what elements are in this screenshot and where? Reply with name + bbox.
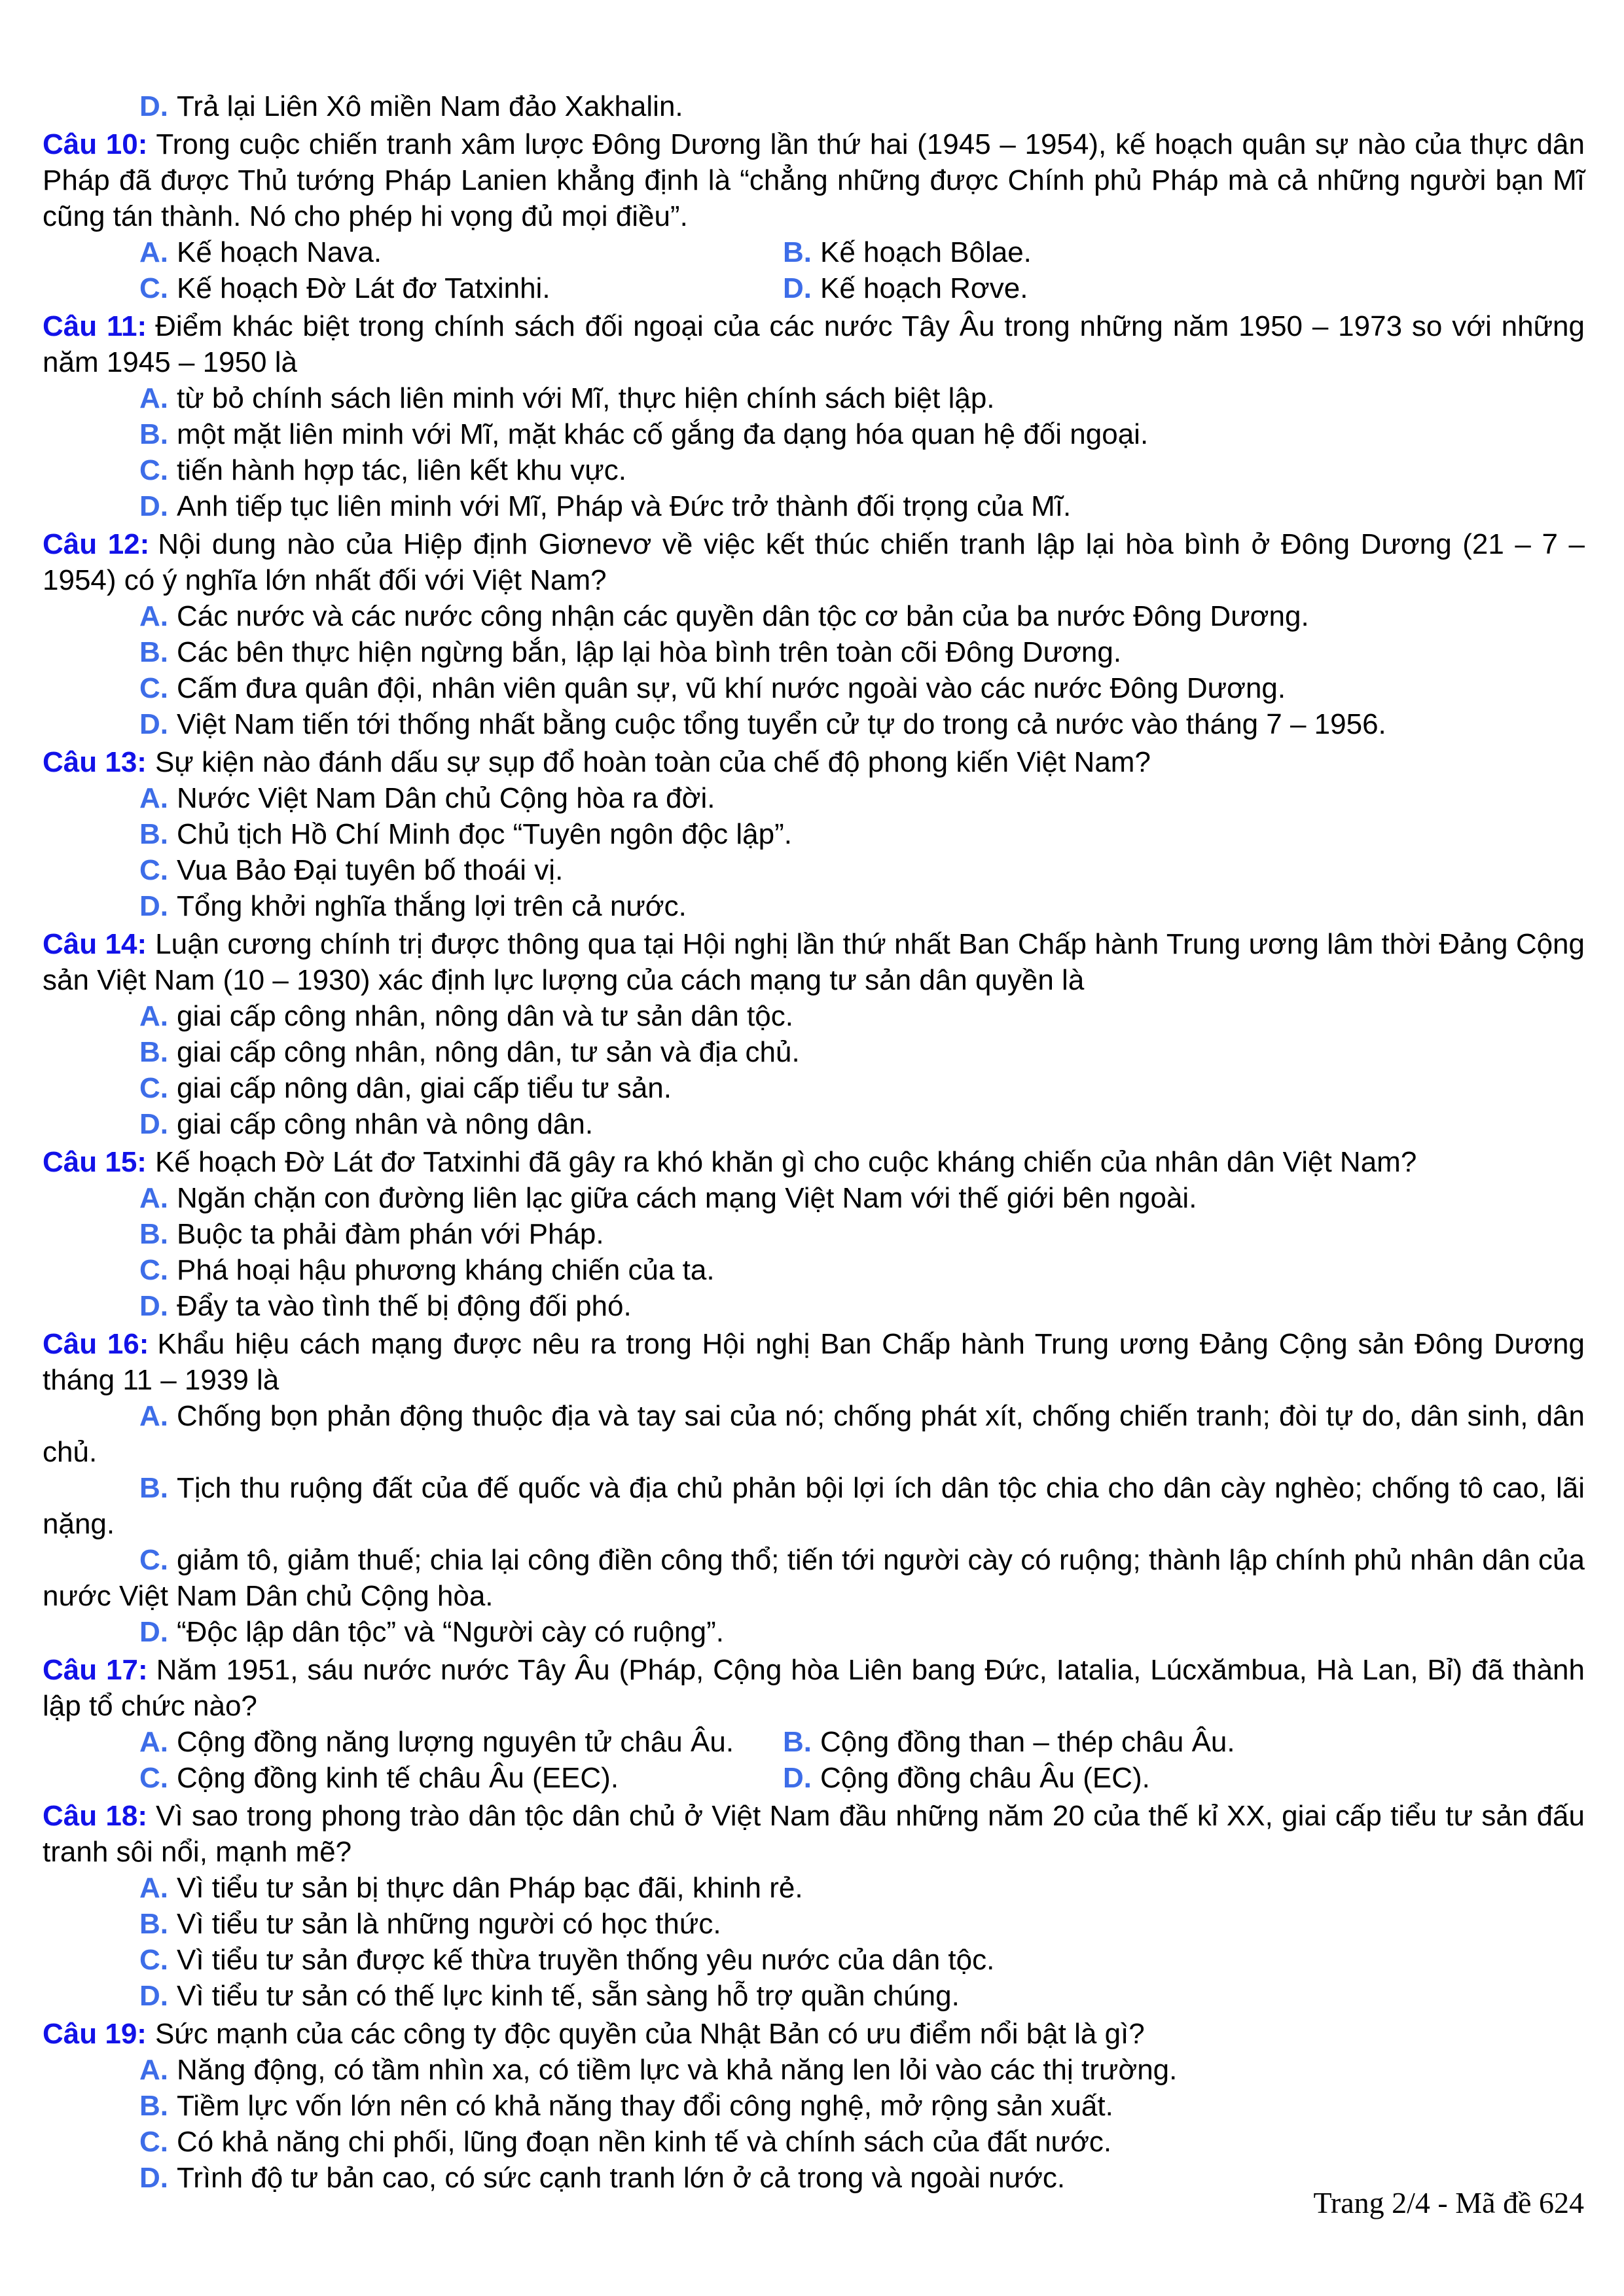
option-b [43,1216,1585,1252]
option-letter: A. [139,236,168,268]
option-letter: B. [783,1726,812,1758]
option-text: Ngăn chặn con đường liên lạc giữa cách mạng Việt Nam với thế giới bên ngoài. [177,1182,1197,1214]
option-b [783,1724,1585,1760]
option-letter: B. [139,1472,168,1504]
option-a [43,234,783,270]
option-letter: A. [139,782,168,814]
option-letter: B. [139,2090,168,2122]
option-d [43,706,1585,742]
option-text: giai cấp công nhân, nông dân, tư sản và địa chủ. [177,1036,800,1068]
option-text: tiến hành hợp tác, liên kết khu vực. [177,454,626,486]
option-text: Kế hoạch Nava. [177,236,382,268]
question-body: Sức mạnh của các công ty độc quyền của Nhật Bản có ưu điểm nổi bật là gì? [154,2018,1145,2050]
question-label: Câu 12: [43,528,150,560]
question-block [43,308,1585,524]
option-b [43,816,1585,852]
option-d [43,1106,1585,1142]
question-block [43,526,1585,742]
option-text: Vì tiểu tư sản có thế lực kinh tế, sẵn sàng hỗ trợ quần chúng. [177,1980,960,2012]
option-letter: B. [139,1218,168,1250]
question-block [43,2016,1585,2196]
option-d [43,488,1585,524]
option-a [43,998,1585,1034]
question-body: Khẩu hiệu cách mạng được nêu ra trong Hội nghị Ban Chấp hành Trung ương Đảng Cộng sản Đông Dương tháng 11 – 1939 là [43,1328,1585,1396]
option-a [43,598,1585,634]
option-c [43,1252,1585,1288]
option-d [43,1978,1585,2014]
option-c [43,1760,783,1796]
option-row [43,1760,1585,1796]
option-b [783,234,1585,270]
option-letter: C. [139,1762,168,1794]
option-letter: D. [783,272,812,304]
option-text: Cấm đưa quân đội, nhân viên quân sự, vũ khí nước ngoài vào các nước Đông Dương. [177,672,1286,704]
option-text: Phá hoại hậu phương kháng chiến của ta. [177,1254,715,1286]
question-block [43,126,1585,306]
question-text [43,526,1585,598]
question-text [43,926,1585,998]
option-b [43,416,1585,452]
option-text: Cộng đồng than – thép châu Âu. [820,1726,1235,1758]
question-text [43,1798,1585,1870]
option-a [43,1180,1585,1216]
question-text [43,744,1585,780]
question-block [43,744,1585,924]
option-text: từ bỏ chính sách liên minh với Mĩ, thực hiện chính sách biệt lập. [177,382,995,414]
option-row [43,270,1585,306]
option-text: Nước Việt Nam Dân chủ Cộng hòa ra đời. [177,782,715,814]
option-letter: C. [139,1254,168,1286]
question-body: Luận cương chính trị được thông qua tại Hội nghị lần thứ nhất Ban Chấp hành Trung ương lâm thời Đảng Cộng sản Việt Nam (10 – 1930) xác định lực lượng của cách mạng tư sản dân quyền là [43,928,1585,996]
option-c [43,1942,1585,1978]
option-text: giảm tô, giảm thuế; chia lại công điền công thổ; tiến tới người cày có ruộng; thành lập chính phủ nhân dân của nước Việt Nam Dân chủ Cộng hòa. [43,1544,1585,1612]
option-c [43,452,1585,488]
option-text: Việt Nam tiến tới thống nhất bằng cuộc tổng tuyển cử tự do trong cả nước vào tháng 7 – 1956. [177,708,1386,740]
question-text [43,1652,1585,1724]
option-letter: C. [139,454,168,486]
option-text: Cộng đồng kinh tế châu Âu (EEC). [177,1762,619,1794]
question-block [43,1326,1585,1650]
option-text: Tổng khởi nghĩa thắng lợi trên cả nước. [177,890,687,922]
question-body: Sự kiện nào đánh dấu sự sụp đổ hoàn toàn của chế độ phong kiến Việt Nam? [154,746,1151,778]
question-label: Câu 15: [43,1146,147,1178]
option-c [43,2124,1585,2160]
option-b [43,1470,1585,1542]
option-a [43,380,1585,416]
question-label: Câu 18: [43,1800,148,1832]
option-d [43,888,1585,924]
question-label: Câu 17: [43,1654,148,1686]
option-b [43,2088,1585,2124]
option-text: Anh tiếp tục liên minh với Mĩ, Pháp và Đức trở thành đối trọng của Mĩ. [177,490,1072,522]
option-text: Kế hoạch Rơve. [820,272,1028,304]
option-text: giai cấp công nhân và nông dân. [177,1108,594,1140]
option-letter: A. [139,1872,168,1904]
option-a [43,1870,1585,1906]
option-letter: C. [139,1544,168,1576]
question-block [43,1798,1585,2014]
question-text [43,1144,1585,1180]
option-text: Vua Bảo Đại tuyên bố thoái vị. [177,854,564,886]
option-letter: B. [139,818,168,850]
option-text: Vì tiểu tư sản được kế thừa truyền thống yêu nước của dân tộc. [177,1944,995,1976]
option-c [43,670,1585,706]
question-label: Câu 16: [43,1328,149,1360]
option-text: Năng động, có tầm nhìn xa, có tiềm lực và khả năng len lỏi vào các thị trường. [177,2054,1178,2086]
question-text [43,126,1585,234]
option-letter: B. [139,418,168,450]
option-text: Các bên thực hiện ngừng bắn, lập lại hòa bình trên toàn cõi Đông Dương. [177,636,1122,668]
option-c [43,1070,1585,1106]
option-letter: D. [139,1108,168,1140]
question-body: Năm 1951, sáu nước nước Tây Âu (Pháp, Cộng hòa Liên bang Đức, Iatalia, Lúcxămbua, Hà Lan, Bỉ) đã thành lập tổ chức nào? [43,1654,1585,1722]
option-text: Cộng đồng châu Âu (EC). [820,1762,1150,1794]
option-text: “Độc lập dân tộc” và “Người cày có ruộng”. [177,1616,724,1648]
option-text: Chống bọn phản động thuộc địa và tay sai của nó; chống phát xít, chống chiến tranh; đòi tự do, dân sinh, dân chủ. [43,1400,1585,1468]
question-body: Vì sao trong phong trào dân tộc dân chủ ở Việt Nam đầu những năm 20 của thế kỉ XX, giai cấp tiểu tư sản đấu tranh sôi nổi, mạnh mẽ? [43,1800,1585,1868]
option-text: Vì tiểu tư sản là những người có học thức. [177,1908,721,1940]
option-letter: C. [139,672,168,704]
question-label: Câu 11: [43,310,147,342]
previous-question-option-d [43,88,1585,124]
option-letter: D. [139,1290,168,1322]
option-text: giai cấp công nhân, nông dân và tư sản dân tộc. [177,1000,793,1032]
option-d [783,270,1585,306]
option-a [43,780,1585,816]
option-text: Tịch thu ruộng đất của đế quốc và địa chủ phản bội lợi ích dân tộc chia cho dân cày nghèo; chống tô cao, lãi nặng. [43,1472,1585,1540]
option-letter: D. [139,490,168,522]
question-text [43,308,1585,380]
question-body: Điểm khác biệt trong chính sách đối ngoại của các nước Tây Âu trong những năm 1950 – 1973 so với những năm 1945 – 1950 là [43,310,1585,378]
page-footer: Trang 2/4 - Mã đề 624 [1313,2186,1584,2219]
option-text: Có khả năng chi phối, lũng đoạn nền kinh tế và chính sách của đất nước. [177,2126,1112,2158]
questions [43,126,1585,2196]
option-letter: B. [139,1908,168,1940]
question-label: Câu 13: [43,746,147,778]
option-letter: D. [139,708,168,740]
option-text: Tiềm lực vốn lớn nên có khả năng thay đổi công nghệ, mở rộng sản xuất. [177,2090,1113,2122]
question-label: Câu 10: [43,128,148,160]
option-text: Các nước và các nước công nhận các quyền dân tộc cơ bản của ba nước Đông Dương. [177,600,1309,632]
option-c [43,270,783,306]
question-text [43,2016,1585,2052]
option-text: Buộc ta phải đàm phán với Pháp. [177,1218,604,1250]
option-c [43,1542,1585,1614]
option-letter: A. [139,600,168,632]
option-letter: A. [139,1182,168,1214]
option-d [43,1288,1585,1324]
question-text [43,1326,1585,1398]
option-text: Vì tiểu tư sản bị thực dân Pháp bạc đãi, khinh rẻ. [177,1872,803,1904]
exam-content [43,88,1585,2196]
question-block [43,926,1585,1142]
option-letter: C. [139,1944,168,1976]
option-letter: D. [783,1762,812,1794]
option-letter: A. [139,1000,168,1032]
option-b [43,634,1585,670]
option-letter: D. [139,890,168,922]
option-text: Trả lại Liên Xô miền Nam đảo Xakhalin. [177,90,683,122]
option-letter: A. [139,1400,168,1432]
option-a [43,1724,783,1760]
option-letter: C. [139,1072,168,1104]
question-label: Câu 19: [43,2018,147,2050]
option-b [43,1034,1585,1070]
question-body: Nội dung nào của Hiệp định Giơnevơ về việc kết thúc chiến tranh lập lại hòa bình ở Đông Dương (21 – 7 – 1954) có ý nghĩa lớn nhất đối với Việt Nam? [43,528,1585,596]
option-letter: C. [139,272,168,304]
option-letter: C. [139,854,168,886]
question-body: Kế hoạch Đờ Lát đơ Tatxinhi đã gây ra khó khăn gì cho cuộc kháng chiến của nhân dân Việt Nam? [154,1146,1417,1178]
option-letter: A. [139,1726,168,1758]
option-row [43,234,1585,270]
option-text: giai cấp nông dân, giai cấp tiểu tư sản. [177,1072,672,1104]
option-d [783,1760,1585,1796]
option-letter: D. [139,1616,168,1648]
option-letter: D. [139,1980,168,2012]
option-a [43,2052,1585,2088]
option-c [43,852,1585,888]
option-text: một mặt liên minh với Mĩ, mặt khác cố gắng đa dạng hóa quan hệ đối ngoại. [177,418,1149,450]
option-letter: A. [139,382,168,414]
option-letter: C. [139,2126,168,2158]
option-text: Trình độ tư bản cao, có sức cạnh tranh lớn ở cả trong và ngoài nước. [177,2162,1066,2194]
option-letter: A. [139,2054,168,2086]
question-block [43,1144,1585,1324]
option-text: Kế hoạch Bôlae. [820,236,1032,268]
option-b [43,1906,1585,1942]
question-block [43,1652,1585,1796]
option-letter: B. [139,1036,168,1068]
option-text: Cộng đồng năng lượng nguyên tử châu Âu. [177,1726,734,1758]
option-text: Chủ tịch Hồ Chí Minh đọc “Tuyên ngôn độc lập”. [177,818,792,850]
option-row [43,1724,1585,1760]
option-letter: D. [139,2162,168,2194]
option-letter: B. [139,636,168,668]
option-text: Đẩy ta vào tình thế bị động đối phó. [177,1290,632,1322]
question-body: Trong cuộc chiến tranh xâm lược Đông Dương lần thứ hai (1945 – 1954), kế hoạch quân sự nào của thực dân Pháp đã được Thủ tướng Pháp Lanien khẳng định là “chẳng những được Chính phủ Pháp mà cả những người bạn Mĩ cũng tán thành. Nó cho phép hi vọng đủ mọi điều”. [43,128,1585,232]
option-d [43,1614,1585,1650]
option-letter: B. [783,236,812,268]
option-letter: D. [139,90,168,122]
question-label: Câu 14: [43,928,147,960]
option-a [43,1398,1585,1470]
option-text: Kế hoạch Đờ Lát đơ Tatxinhi. [177,272,550,304]
